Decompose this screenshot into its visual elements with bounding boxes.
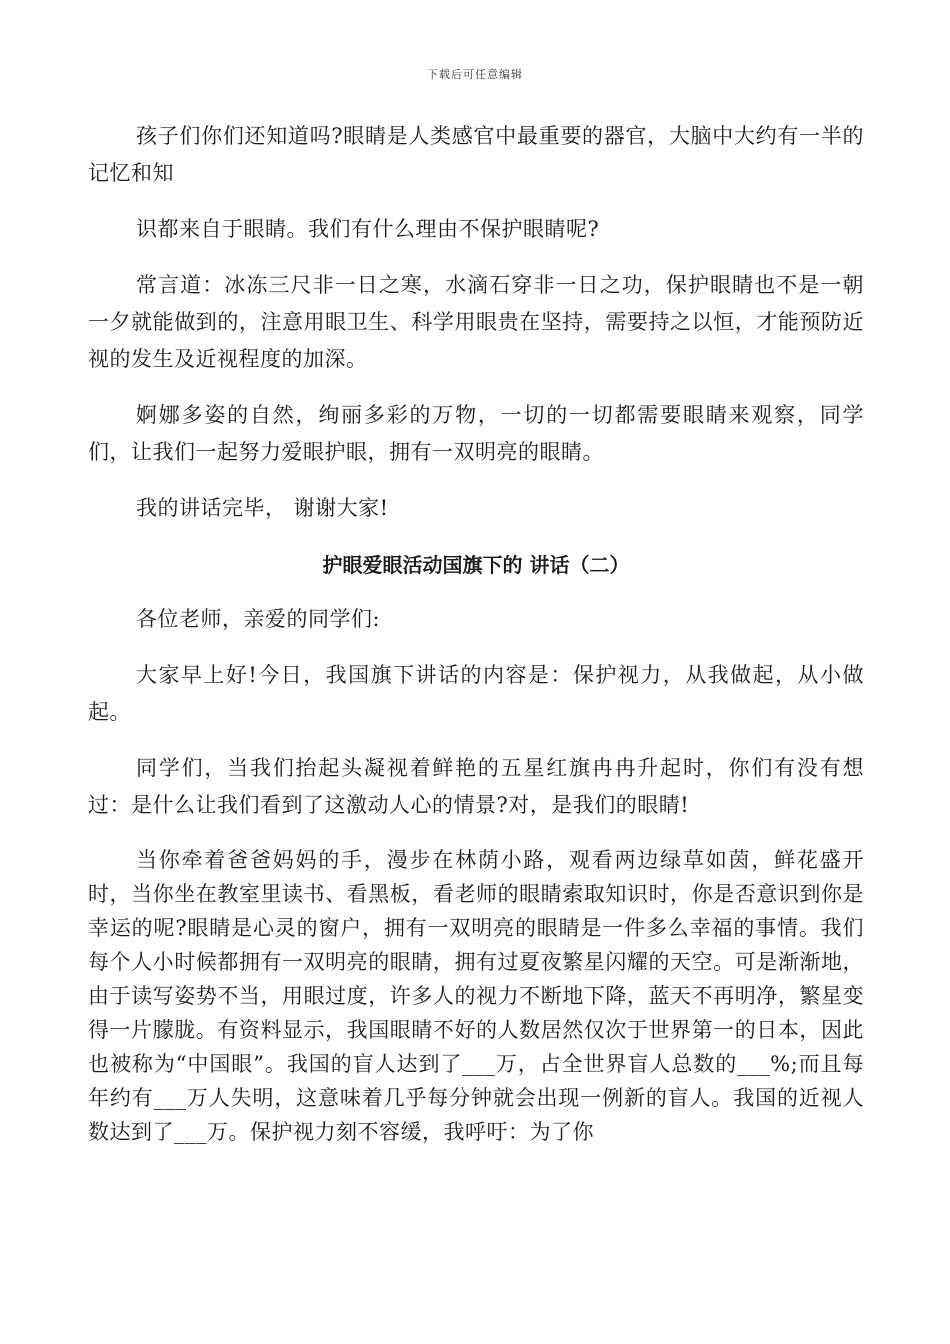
paragraph: 婀娜多姿的自然，绚丽多彩的万物，一切的一切都需要眼睛来观察，同学们，让我们一起努力爱眼护眼，拥有一双明亮的眼睛。: [88, 403, 864, 464]
paragraph: 大家早上好!今日，我国旗下讲话的内容是：保护视力，从我做起，从小做起。: [88, 663, 864, 724]
paragraph: 当你牵着爸爸妈妈的手，漫步在林荫小路，观看两边绿草如茵，鲜花盛开时，当你坐在教室里读书、看黑板，看老师的眼睛索取知识时，你是否意识到你是幸运的呢?眼睛是心灵的窗户，拥有一双明亮的眼睛是一件多么幸福的事情。我们每个人小时候都拥有一双明亮的眼睛，拥有过夏夜繁星闪耀的天空。可是渐渐地，由于读写姿势不当，用眼过度，许多人的视力不断地下降，蓝天不再明净，繁星变得一片朦胧。有资料显示，我国眼睛不好的人数居然仅次于世界第一的日本，因此也被称为“中国眼”。我国的盲人达到了___万，占全世界盲人总数的___%;而且每年约有___万人失明，这意味着几乎每分钟就会出现一例新的盲人。我国的近视人数达到了___万。保护视力刻不容缓，我呼吁：为了你: [88, 848, 864, 1144]
paragraph: 常言道：冰冻三尺非一日之寒，水滴石穿非一日之功，保护眼睛也不是一朝一夕就能做到的，注意用眼卫生、科学用眼贵在坚持，需要持之以恒，才能预防近视的发生及近视程度的加深。: [88, 273, 864, 371]
document-body: [88, 118, 864, 1149]
paragraph: 各位老师，亲爱的同学们:: [136, 607, 381, 631]
page-header: 下载后可任意编辑: [427, 68, 523, 81]
paragraph: 我的讲话完毕， 谢谢大家!: [136, 496, 389, 520]
paragraph: 识都来自于眼睛。我们有什么理由不保护眼睛呢?: [136, 217, 600, 241]
section-title: 护眼爱眼活动国旗下的 讲话（二）: [322, 553, 630, 577]
paragraph: 同学们，当我们抬起头凝视着鲜艳的五星红旗冉冉升起时，你们有没有想过：是什么让我们看到了这激动人心的情景?对，是我们的眼睛!: [88, 756, 864, 817]
paragraph: 孩子们你们还知道吗?眼睛是人类感官中最重要的器官，大脑中大约有一半的记忆和知: [88, 124, 864, 185]
